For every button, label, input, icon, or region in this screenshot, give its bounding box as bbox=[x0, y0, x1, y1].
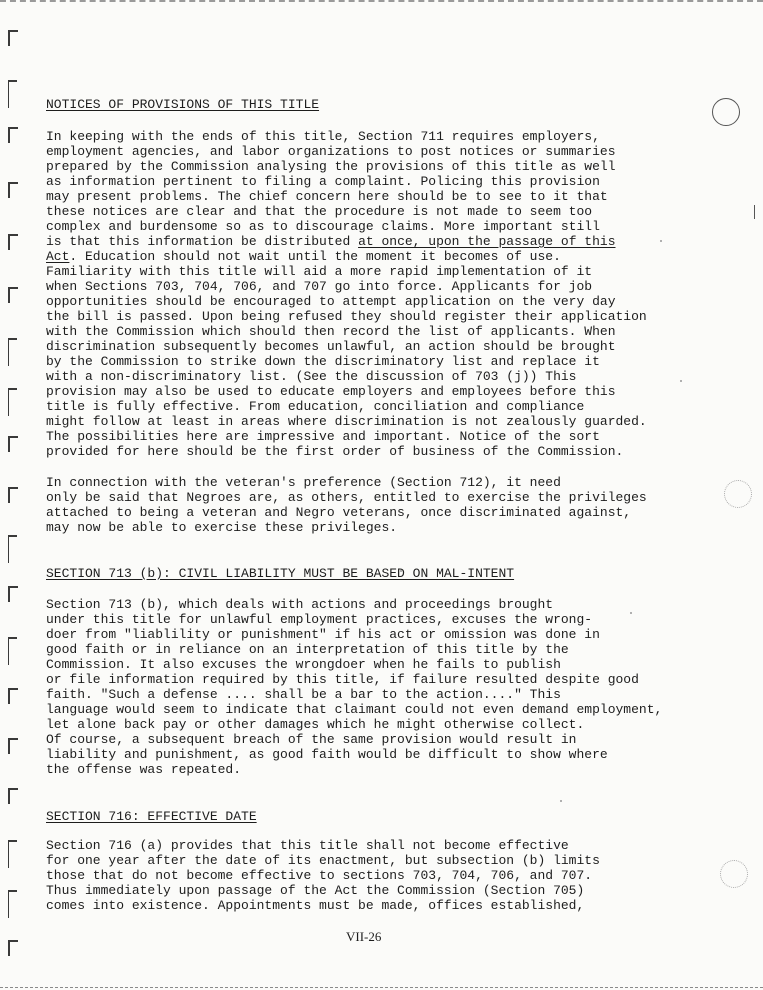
binder-mark bbox=[8, 840, 17, 868]
paragraph-line: Section 716 (a) provides that this title shall not become effective bbox=[46, 838, 569, 853]
paragraph-line: discrimination subsequently becomes unlawful, an action should be brought bbox=[46, 339, 616, 354]
page-bottom-edge bbox=[0, 984, 763, 988]
paragraph-line: The possibilities here are impressive and important. Notice of the sort bbox=[46, 429, 600, 444]
binder-mark bbox=[8, 890, 17, 918]
paragraph-line: Commission. It also excuses the wrongdoer when he fails to publish bbox=[46, 657, 561, 672]
binder-mark bbox=[8, 788, 18, 804]
speck bbox=[630, 612, 632, 614]
paragraph-line: might follow at least in areas where discrimination is not zealously guarded. bbox=[46, 414, 647, 429]
binder-mark bbox=[8, 738, 18, 754]
paragraph-line: language would seem to indicate that claimant could not even demand employment, bbox=[46, 702, 663, 717]
paragraph-line: comes into existence. Appointments must be made, offices established, bbox=[46, 898, 585, 913]
paragraph-line: the offense was repeated. bbox=[46, 762, 242, 777]
paragraph-line: liability and punishment, as good faith would be difficult to show where bbox=[46, 747, 608, 762]
speck bbox=[680, 380, 682, 382]
paragraph-line: faith. "Such a defense .... shall be a bar to the action...." This bbox=[46, 687, 561, 702]
paragraph-line: these notices are clear and that the procedure is not made to seem too bbox=[46, 204, 593, 219]
paragraph-line: let alone back pay or other damages which he might otherwise collect. bbox=[46, 717, 585, 732]
paragraph-line: under this title for unlawful employment practices, excuses the wrong- bbox=[46, 612, 593, 627]
binder-mark bbox=[8, 388, 17, 416]
paragraph-line: when Sections 703, 704, 706, and 707 go into force. Applicants for job bbox=[46, 279, 593, 294]
paragraph-line: may now be able to exercise these privileges. bbox=[46, 520, 398, 535]
binder-mark bbox=[8, 234, 18, 250]
paragraph-line: In connection with the veteran's preference (Section 712), it need bbox=[46, 475, 561, 490]
paragraph-line: with the Commission which should then record the list of applicants. When bbox=[46, 324, 616, 339]
left-margin-marks bbox=[2, 0, 24, 990]
binder-mark bbox=[8, 127, 18, 143]
paragraph-line: by the Commission to strike down the discriminatory list and replace it bbox=[46, 354, 600, 369]
paragraph-line: opportunities should be encouraged to attempt application on the very day bbox=[46, 294, 616, 309]
binder-mark bbox=[8, 940, 18, 956]
paragraph-line: Familiarity with this title will aid a more rapid implementation of it bbox=[46, 264, 593, 279]
paragraph-line: title is fully effective. From education, conciliation and compliance bbox=[46, 399, 585, 414]
punch-hole bbox=[720, 860, 748, 888]
paragraph-line bbox=[46, 249, 561, 264]
paragraph-line: the bill is passed. Upon being refused they should register their application bbox=[46, 309, 647, 324]
punch-hole bbox=[724, 480, 752, 508]
section-heading-713b: SECTION 713 (b): CIVIL LIABILITY MUST BE BASED ON MAL-INTENT bbox=[46, 566, 515, 581]
paragraph-line: for one year after the date of its enactment, but subsection (b) limits bbox=[46, 853, 600, 868]
page-top-edge bbox=[0, 0, 763, 5]
binder-mark bbox=[8, 182, 18, 198]
paragraph-line: with a non-discriminatory list. (See the discussion of 703 (j)) This bbox=[46, 369, 577, 384]
binder-mark bbox=[8, 637, 17, 665]
paragraph-line-text: Act. Education should not wait until the moment it becomes of use. bbox=[46, 249, 561, 264]
binder-mark bbox=[8, 487, 18, 503]
paragraph-line: Of course, a subsequent breach of the same provision would result in bbox=[46, 732, 577, 747]
paragraph-line: may present problems. The chief concern here should be to see to it that bbox=[46, 189, 608, 204]
paragraph-line: or file information required by this title, if failure resulted despite good bbox=[46, 672, 639, 687]
binder-mark bbox=[8, 586, 18, 602]
paragraph-line: attached to being a veteran and Negro veterans, once discriminated against, bbox=[46, 505, 632, 520]
paragraph-line: complex and burdensome so as to discourage claims. More important still bbox=[46, 219, 600, 234]
underlined-phrase: at once, upon the passage of this bbox=[358, 234, 616, 249]
paragraph-line: Section 713 (b), which deals with actions and proceedings brought bbox=[46, 597, 554, 612]
paragraph-line: good faith or in reliance on an interpretation of this title by the bbox=[46, 642, 569, 657]
paragraph-line-text: is that this information be distributed bbox=[46, 234, 359, 249]
paragraph-line: In keeping with the ends of this title, Section 711 requires employers, bbox=[46, 129, 600, 144]
binder-mark bbox=[8, 30, 18, 46]
paragraph-line: provision may also be used to educate employers and employees before this bbox=[46, 384, 616, 399]
paragraph-line: as information pertinent to filing a complaint. Policing this provision bbox=[46, 174, 600, 189]
binder-mark bbox=[8, 535, 17, 563]
binder-mark bbox=[8, 338, 17, 366]
paragraph-line bbox=[46, 234, 616, 249]
binder-mark bbox=[8, 80, 17, 108]
underlined-word: Act bbox=[46, 249, 70, 264]
paragraph-line: doer from "liablility or punishment" if his act or omission was done in bbox=[46, 627, 600, 642]
paragraph-line: Thus immediately upon passage of the Act the Commission (Section 705) bbox=[46, 883, 585, 898]
binder-mark bbox=[8, 688, 18, 704]
page-number: VII-26 bbox=[346, 929, 382, 944]
punch-hole bbox=[712, 98, 740, 126]
section-heading-716: SECTION 716: EFFECTIVE DATE bbox=[46, 809, 257, 824]
binder-mark bbox=[8, 287, 18, 303]
paragraph-line: only be said that Negroes are, as others, entitled to exercise the privileges bbox=[46, 490, 647, 505]
paragraph-line: those that do not become effective to sections 703, 704, 706, and 707. bbox=[46, 868, 593, 883]
paragraph-line: provided for here should be the first order of business of the Commission. bbox=[46, 444, 624, 459]
speck bbox=[560, 800, 562, 802]
section-heading-notices: NOTICES OF PROVISIONS OF THIS TITLE bbox=[46, 97, 320, 112]
paragraph-line: employment agencies, and labor organizations to post notices or summaries bbox=[46, 144, 616, 159]
speck bbox=[660, 240, 662, 242]
paragraph-line: prepared by the Commission analysing the provisions of this title as well bbox=[46, 159, 616, 174]
binder-mark bbox=[8, 436, 18, 452]
margin-tick bbox=[754, 205, 755, 219]
